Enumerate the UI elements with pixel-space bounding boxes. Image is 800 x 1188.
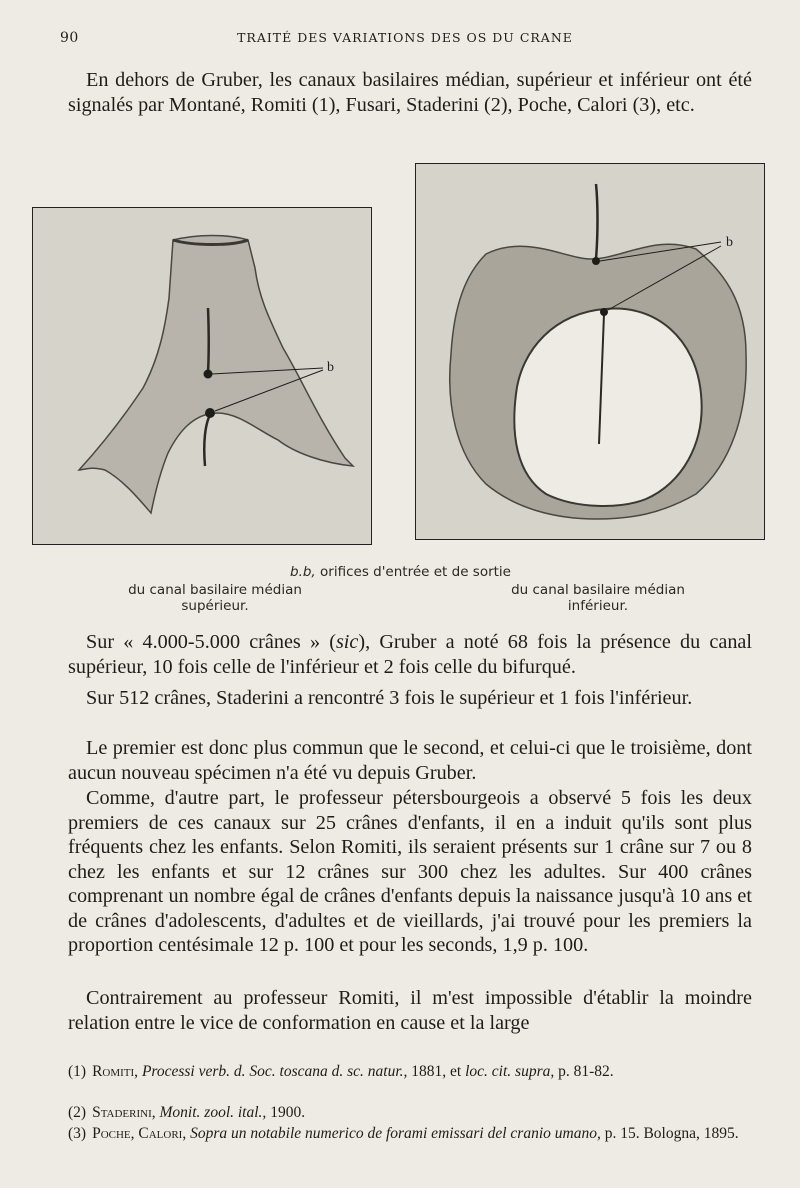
body-paragraph-5: Contrairement au professeur Romiti, il m'est impossible d'établir la moindre relation entre le vice de conformation en cause et la large bbox=[68, 987, 752, 1034]
fn1-loc: loc. cit. supra, bbox=[465, 1063, 555, 1080]
p1-text-a: Sur « 4.000-5.000 crânes » ( bbox=[86, 631, 336, 653]
fn3-label: (3) bbox=[68, 1125, 87, 1142]
intro-paragraph: En dehors de Gruber, les canaux basilaires médian, supérieur et inférieur ont été signalés par Montané, Romiti (1), Fusari, Staderini (2), Poche, Calori (3), etc. bbox=[68, 69, 752, 116]
fn1-author: Romiti, bbox=[92, 1063, 139, 1080]
fn2-title: Monit. zool. ital., bbox=[159, 1104, 267, 1121]
caption-center-text: orifices d'entrée et de sortie bbox=[315, 564, 511, 580]
caption-right-line2: inférieur. bbox=[567, 598, 629, 614]
caption-left-line2: supérieur. bbox=[181, 598, 249, 614]
fn1-mid: 1881, et bbox=[407, 1063, 466, 1080]
foramen-magnum bbox=[514, 309, 701, 506]
figure-right-label: b bbox=[726, 235, 733, 250]
orifice-entry bbox=[204, 370, 213, 379]
p1-text-b: ), Gruber a noté 68 fois la présence du canal supérieur, 10 fois celle de l'inférieur et 2 fois celle du bifurqué. bbox=[68, 631, 752, 678]
body-paragraph-4: Comme, d'autre part, le professeur pétersbourgeois a observé 5 fois les deux premiers de ces canaux sur 25 crânes d'enfants, il en a induit qu'ils sont plus fréquents chez les enfants. Selon Romiti, ils seraient présents sur 1 crâne sur 7 ou 8 chez les enfants et sur 12 crânes sur 300 chez les adultes. Sur 400 crânes comprenant un nombre égal de crânes d'enfants depuis la naissance jusqu'à 10 ans et de crânes d'adolescents, d'adultes et de vieillards, j'ai trouvé pour les premiers la proportion centésimale 12 p. 100 et pour les seconds, 1,9 p. 100. bbox=[68, 787, 752, 956]
fn3-end: p. 15. Bologna, 1895. bbox=[600, 1125, 739, 1142]
orifice-entry-right bbox=[592, 257, 600, 265]
figure-right-inferior-canal bbox=[415, 163, 765, 540]
figure-right-drawing bbox=[416, 164, 764, 539]
footnote-2 bbox=[68, 1103, 752, 1123]
fn2-author: Staderini, bbox=[92, 1104, 156, 1121]
caption-center-abbrev: b.b, bbox=[290, 564, 316, 580]
fn1-end: p. 81-82. bbox=[554, 1063, 614, 1080]
fn2-label: (2) bbox=[68, 1104, 87, 1121]
footnote-3 bbox=[68, 1124, 752, 1144]
orifice-exit-right bbox=[600, 308, 608, 316]
body-paragraph-3: Le premier est donc plus commun que le second, et celui-ci que le troisième, dont aucun nouveau spécimen n'a été vu depuis Gruber. bbox=[68, 737, 752, 784]
page-number: 90 bbox=[60, 30, 79, 46]
caption-right bbox=[488, 582, 708, 614]
figure-left-label: b bbox=[327, 360, 334, 375]
fn2-end: 1900. bbox=[266, 1104, 306, 1121]
page-header bbox=[60, 30, 750, 46]
body-paragraph-1 bbox=[68, 630, 752, 679]
orifice-exit bbox=[205, 408, 215, 418]
caption-center bbox=[290, 564, 511, 580]
figure-left-superior-canal bbox=[32, 207, 372, 545]
caption-left-line1: du canal basilaire médian bbox=[128, 582, 302, 598]
body-paragraph-2: Sur 512 crânes, Staderini a rencontré 3 fois le supérieur et 1 fois l'inférieur. bbox=[86, 687, 693, 709]
fn1-label: (1) bbox=[68, 1063, 87, 1080]
figure-left-drawing bbox=[33, 208, 371, 544]
fn3-author: Poche, Calori, bbox=[92, 1125, 187, 1142]
footnote-1 bbox=[68, 1062, 752, 1082]
running-title: TRAITÉ DES VARIATIONS DES OS DU CRANE bbox=[237, 30, 573, 45]
fn3-title: Sopra un notabile numerico de forami emissari del cranio umano, bbox=[190, 1125, 601, 1142]
fn1-title: Processi verb. d. Soc. toscana d. sc. natur., bbox=[141, 1063, 408, 1080]
caption-right-line1: du canal basilaire médian bbox=[511, 582, 685, 598]
p1-sic: sic bbox=[335, 631, 359, 653]
caption-left bbox=[105, 582, 325, 614]
